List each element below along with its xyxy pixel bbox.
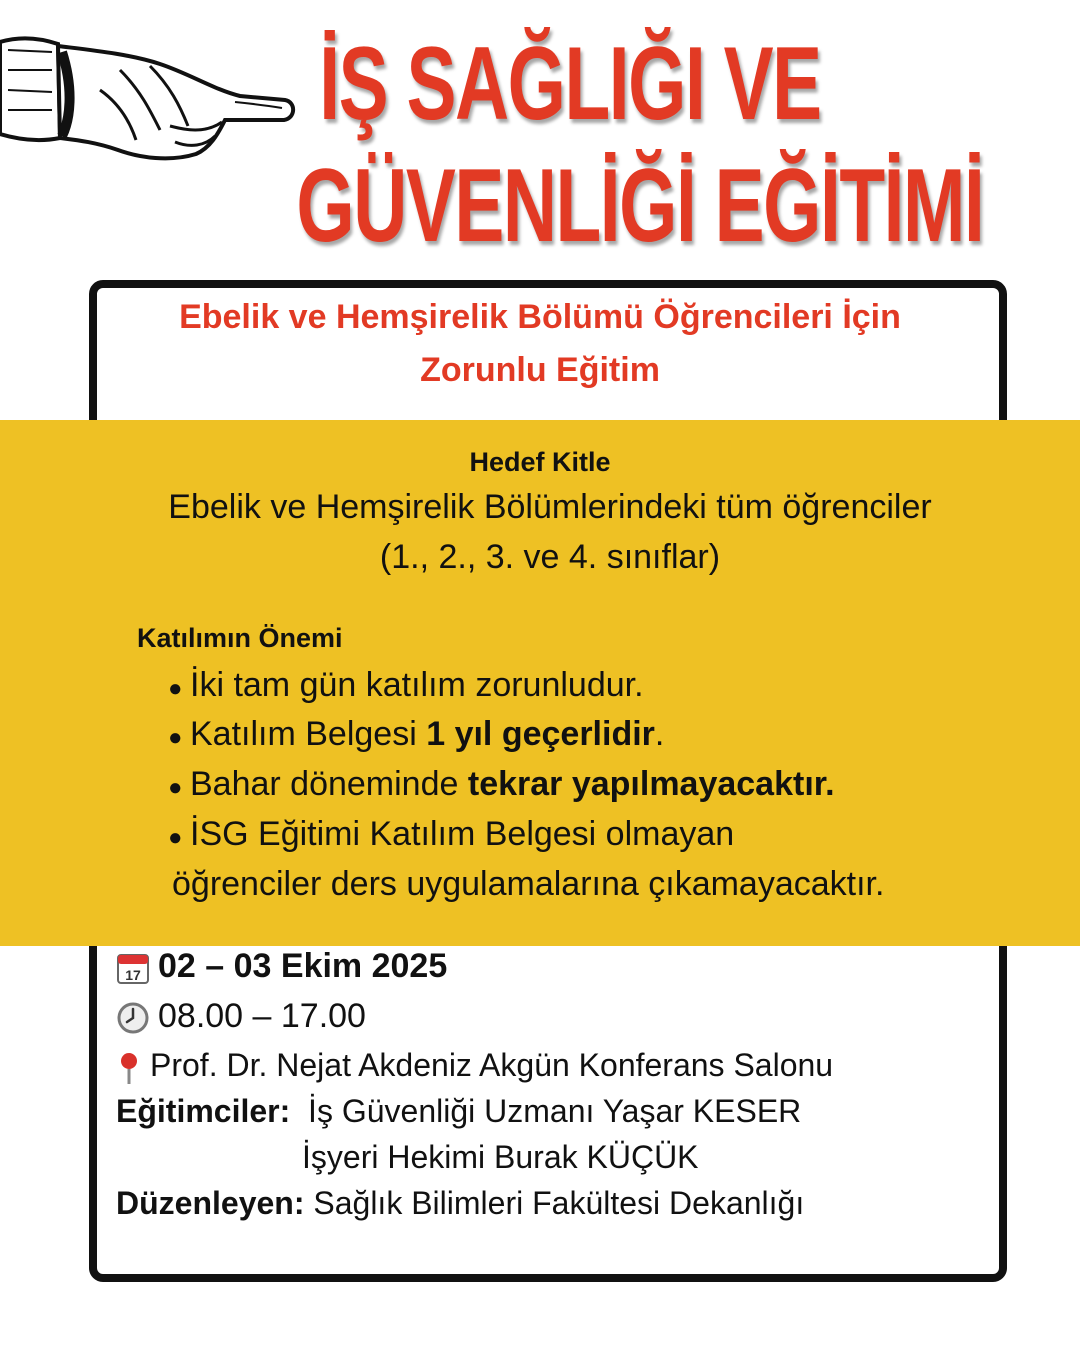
organizer-label: Düzenleyen: <box>116 1185 305 1221</box>
bullet-text: Katılım Belgesi <box>190 715 427 753</box>
location-pin-icon <box>116 1051 142 1085</box>
bullet-bold-text: 1 yıl geçerlidir <box>426 715 655 753</box>
poster-title-line2: GÜVENLİĞİ EĞİTİMİ <box>296 148 984 264</box>
importance-heading: Katılımın Önemi <box>137 623 343 653</box>
list-item <box>168 662 644 712</box>
bullet-text: İSG Eğitimi Katılım Belgesi olmayan <box>190 815 735 853</box>
poster-title-line1: İŞ SAĞLIĞI VE <box>319 26 821 142</box>
bullet-bold-text: tekrar yapılmayacaktır. <box>467 765 835 803</box>
bullet-icon: ● <box>168 675 183 702</box>
target-audience-text: Ebelik ve Hemşirelik Bölümlerindeki tüm öğrenciler <box>168 488 932 526</box>
list-item <box>168 711 664 761</box>
event-time <box>116 994 366 1038</box>
target-audience-heading: Hedef Kitle <box>469 447 611 477</box>
event-location <box>116 1043 833 1087</box>
organizer-name: Sağlık Bilimleri Fakültesi Dekanlığı <box>313 1185 805 1221</box>
trainer-name: İş Güvenliği Uzmanı Yaşar KESER <box>308 1093 802 1129</box>
event-time-text: 08.00 – 17.00 <box>158 997 366 1035</box>
bullet-text: İki tam gün katılım zorunludur. <box>190 666 644 704</box>
bullet-icon: ● <box>168 724 183 751</box>
event-date-text: 02 – 03 Ekim 2025 <box>158 947 448 985</box>
organizer <box>116 1181 804 1225</box>
bullet-icon: ● <box>168 824 183 851</box>
bullet-text: Bahar döneminde <box>190 765 468 803</box>
pointing-hand-icon <box>0 30 300 170</box>
bullet-text-continuation: öğrenciler ders uygulamalarına çıkamayacaktır. <box>172 865 885 903</box>
list-item <box>168 811 734 861</box>
trainers <box>116 1089 801 1133</box>
bullet-text: . <box>654 715 665 753</box>
trainer-name: İşyeri Hekimi Burak KÜÇÜK <box>302 1139 699 1175</box>
list-item <box>168 761 835 811</box>
calendar-icon <box>116 951 150 985</box>
event-location-text: Prof. Dr. Nejat Akdeniz Akgün Konferans Salonu <box>150 1047 834 1083</box>
svg-text:17: 17 <box>125 967 141 984</box>
event-date <box>116 944 447 988</box>
trainers-label: Eğitimciler: <box>116 1093 291 1129</box>
target-audience-classes: (1., 2., 3. ve 4. sınıflar) <box>379 538 721 576</box>
subtitle-line1: Ebelik ve Hemşirelik Bölümü Öğrencileri İçin <box>179 298 901 336</box>
subtitle-line2: Zorunlu Eğitim <box>420 351 660 389</box>
clock-icon <box>116 1001 150 1035</box>
bullet-icon: ● <box>168 774 183 801</box>
